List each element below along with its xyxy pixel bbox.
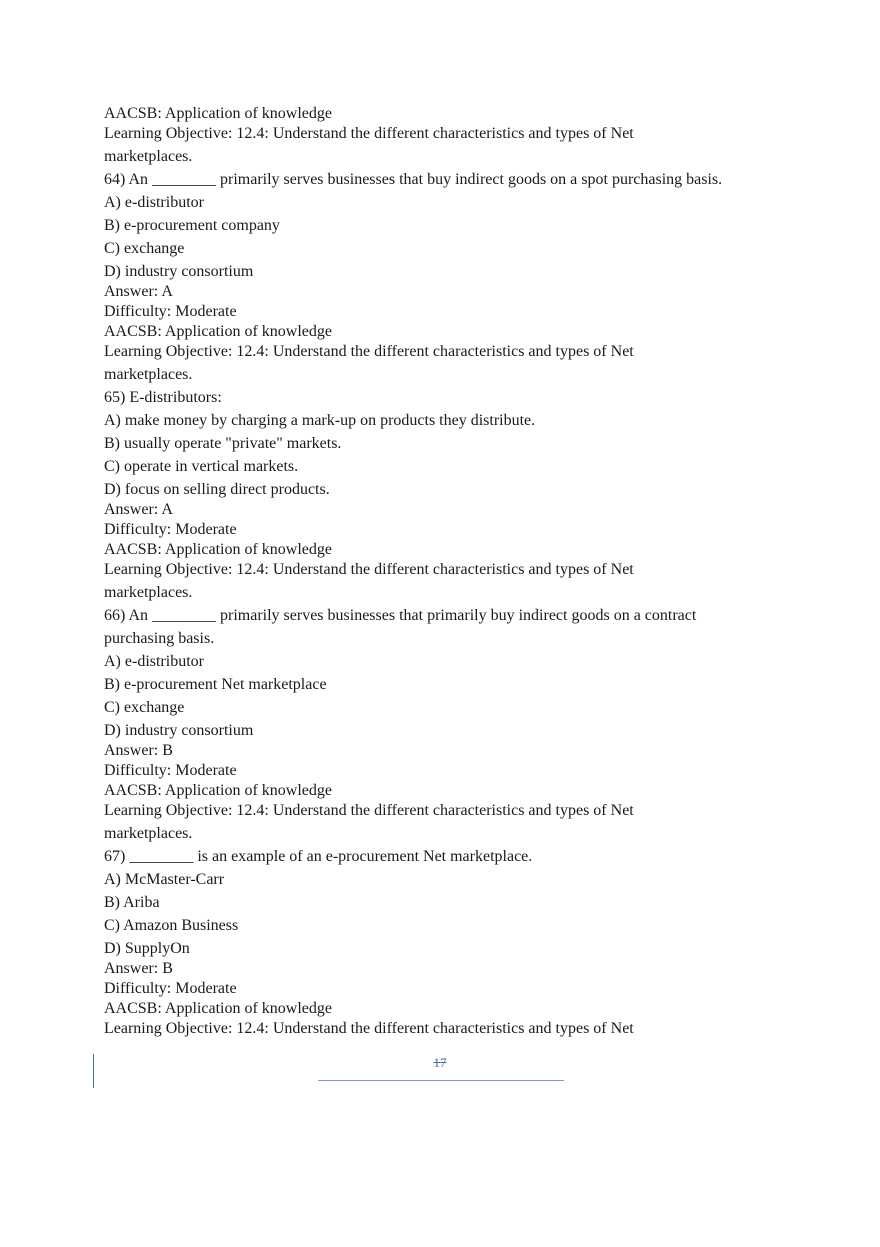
- answer-line: Answer: A: [104, 501, 173, 518]
- difficulty-line: Difficulty: Moderate: [104, 762, 237, 779]
- answer-option: B) Ariba: [104, 894, 160, 911]
- learning-objective-line-continued: marketplaces.: [104, 366, 193, 383]
- answer-line: Answer: B: [104, 960, 173, 977]
- answer-option: B) usually operate "private" markets.: [104, 435, 342, 452]
- difficulty-line: Difficulty: Moderate: [104, 303, 237, 320]
- answer-option: C) operate in vertical markets.: [104, 458, 299, 475]
- learning-objective-line: Learning Objective: 12.4: Understand the different characteristics and types of Net: [104, 125, 634, 142]
- answer-option: A) e-distributor: [104, 194, 204, 211]
- answer-option: C) Amazon Business: [104, 917, 239, 934]
- answer-option: A) McMaster-Carr: [104, 871, 225, 888]
- learning-objective-line: Learning Objective: 12.4: Understand the different characteristics and types of Net: [104, 802, 634, 819]
- question-stem: 66) An ________ primarily serves businesses that primarily buy indirect goods on a contract: [104, 607, 697, 624]
- answer-option: B) e-procurement company: [104, 217, 280, 234]
- difficulty-line: Difficulty: Moderate: [104, 980, 237, 997]
- answer-option: C) exchange: [104, 240, 185, 257]
- document-body: [104, 104, 804, 1039]
- learning-objective-line: Learning Objective: 12.4: Understand the different characteristics and types of Net: [104, 561, 634, 578]
- question-stem: 67) ________ is an example of an e-procurement Net marketplace.: [104, 848, 533, 865]
- aacsb-line: AACSB: Application of knowledge: [104, 1000, 332, 1017]
- learning-objective-line: Learning Objective: 12.4: Understand the different characteristics and types of Net: [104, 343, 634, 360]
- answer-option: C) exchange: [104, 699, 185, 716]
- answer-option: D) SupplyOn: [104, 940, 190, 957]
- aacsb-line: AACSB: Application of knowledge: [104, 541, 332, 558]
- answer-option: A) make money by charging a mark-up on products they distribute.: [104, 412, 536, 429]
- aacsb-line: AACSB: Application of knowledge: [104, 782, 332, 799]
- learning-objective-line-continued: marketplaces.: [104, 148, 193, 165]
- answer-option: A) e-distributor: [104, 653, 204, 670]
- question-stem: 65) E-distributors:: [104, 389, 222, 406]
- learning-objective-line-continued: marketplaces.: [104, 584, 193, 601]
- difficulty-line: Difficulty: Moderate: [104, 521, 237, 538]
- learning-objective-line: Learning Objective: 12.4: Understand the different characteristics and types of Net: [104, 1020, 634, 1037]
- aacsb-line: AACSB: Application of knowledge: [104, 323, 332, 340]
- answer-option: B) e-procurement Net marketplace: [104, 676, 327, 693]
- answer-line: Answer: B: [104, 742, 173, 759]
- footer-divider: [318, 1080, 564, 1081]
- answer-line: Answer: A: [104, 283, 173, 300]
- question-stem: 64) An ________ primarily serves businesses that buy indirect goods on a spot purchasing basis.: [104, 171, 723, 188]
- question-stem-continued: purchasing basis.: [104, 630, 215, 647]
- answer-option: D) industry consortium: [104, 263, 254, 280]
- learning-objective-line-continued: marketplaces.: [104, 825, 193, 842]
- aacsb-line: AACSB: Application of knowledge: [104, 105, 332, 122]
- page-number: 17: [433, 1055, 447, 1070]
- answer-option: D) focus on selling direct products.: [104, 481, 330, 498]
- answer-option: D) industry consortium: [104, 722, 254, 739]
